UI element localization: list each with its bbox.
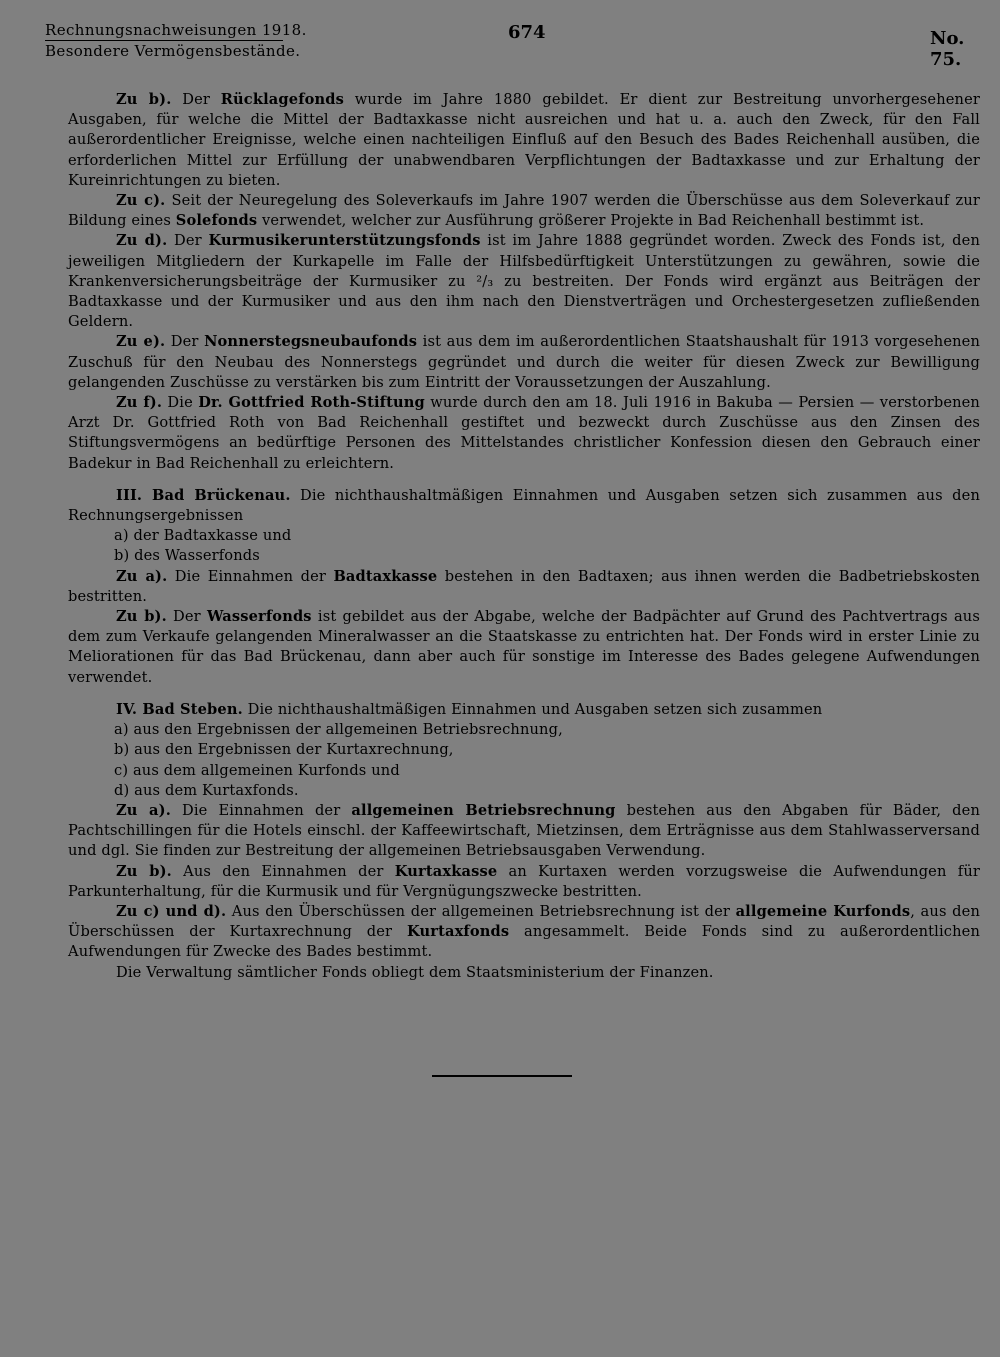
keyword: Dr. Gottfried Roth-Stiftung [198,394,425,412]
paragraph-lead: Zu c). [116,192,166,210]
paragraph-zu-f [68,393,980,474]
paragraph-zu-d [68,231,980,332]
keyword: Rücklagefonds [220,91,344,108]
paragraph-text: ist im Jahre 1888 gegründet worden. Zweck des Fonds ist, den jeweiligen Mitgliedern der Kurkapelle im Falle der Hilfsbedürftigkeit Unterstützungen zu gewähren, sowie die Krankenversicherungsbeiträge der Kurmusiker zu ²/₃ zu bestreiten. Der Fonds wird ergänzt aus Beiträgen der Badtaxkasse und der Kurmusiker und aus den ihm nach den Dienstverträgen und Orchestergesetzen zufließenden Geldern. [68,232,981,331]
paragraph-text: Die [162,394,199,412]
keyword: Kurtaxfonds [406,923,510,941]
paragraph-zu-b [68,90,980,191]
paragraph-text: wurde durch den am 18. Juli 1916 in Bakuba — Persien — verstorbenen Arzt Dr. Gottfried Roth von Bad Reichenhall gestiftet und bezweckt durch Zuschüsse aus den Zinsen des Stiftungsvermögens an bedürftige Personen des Mittelstandes christlicher Konfession diesen den Gebrauch einer Badekur in Bad Reichenhall zu erleichtern. [68,394,980,472]
paragraph-text: Aus den Überschüssen der allgemeinen Betriebsrechnung ist der [226,902,736,920]
keyword: allgemeinen Betriebsrechnung [351,801,616,819]
paragraph-text: Der [165,333,205,351]
paragraph-text: angesammelt. Beide Fonds sind zu außerordentlichen Aufwendungen für Zwecke des Bades bestimmt. [68,923,981,961]
list-item: a) aus den Ergebnissen der allgemeinen Betriebsrechnung, [114,721,563,739]
paragraph-lead: Zu f). [116,394,163,412]
paragraph-text: bestehen in den Badtaxen; aus ihnen werden die Badbetriebskosten bestritten. [68,567,980,605]
list-item: b) aus den Ergebnissen der Kurtaxrechnung, [114,741,454,759]
paragraph-text: bestehen aus den Abgaben für Bäder, den Pachtschillingen für die Hotels einschl. der Kaffeewirtschaft, Mietzinsen, dem Erträgnisse aus dem Stahlwasserversand und dgl. Sie finden zur Bestreitung der allgemeinen Betriebsausgaben Verwendung. [68,801,980,860]
keyword: Nonnerstegsneubaufonds [204,333,418,351]
paragraph-text: an Kurtaxen werden vorzugsweise die Aufwendungen für Parkunterhaltung, für die Kurmusik und für Vergnügungszwecke bestritten. [68,862,981,900]
keyword: Wasserfonds [207,608,312,626]
header-title: Rechnungsnachweisungen 1918. [45,21,307,39]
section-heading: IV. Bad Steben. [116,700,243,718]
list-item: a) der Badtaxkasse und [114,527,292,545]
section-heading: III. Bad Brückenau. [116,486,291,504]
paragraph-text: Die nichthaushaltmäßigen Einnahmen und Ausgaben setzen sich zusammen [242,700,823,718]
header-subtitle: Besondere Vermögensbestände. [45,42,301,60]
paragraph-lead: Zu a). [116,567,168,585]
paragraph-zu-c [68,191,980,231]
paragraph-text: Aus den Einnahmen der [171,862,395,880]
keyword: allgemeine Kurfonds [735,902,911,920]
paragraph-steben-zu-a [68,801,980,862]
end-rule [432,1075,572,1077]
list-item: b) des Wasserfonds [114,547,260,565]
list-item: d) aus dem Kurtaxfonds. [114,781,299,799]
paragraph-lead: Zu b). [116,91,172,108]
keyword: Kurtaxkasse [394,862,498,880]
paragraph-text: wurde im Jahre 1880 gebildet. Er dient zur Bestreitung unvorhergesehener Ausgaben, für welche die Mittel der Badtaxkasse nicht ausreichen und hat u. a. auch den Zweck, für den Fall außerordentlicher Ereignisse, welche einen nachteiligen Einfluß auf den Besuch des Bades Reichenhall ausüben, die erforderlichen Mittel zur Erfüllung der unabwendbaren Verpflichtungen der Badtaxkasse und zur Erhaltung der Kureinrichtungen zu bieten. [68,91,981,189]
running-header [45,20,305,62]
section-bad-steben [68,700,980,720]
paragraph-lead: Zu b). [116,862,172,880]
paragraph-lead: Zu c) und d). [116,902,227,920]
paragraph-steben-zu-cd [68,902,980,963]
keyword: Badtaxkasse [333,567,438,585]
paragraph-text: ist gebildet aus der Abgabe, welche der Badpächter auf Grund des Pachtvertrags aus dem zum Verkaufe gelangenden Mineralwasser an die Staatskasse zu entrichten hat. Der Fonds wird in erster Linie zu Meliorationen für das Bad Brückenau, dann aber auch für sonstige im Interesse des Bades gelegene Aufwendungen verwendet. [68,608,980,686]
paragraph-text: Seit der Neuregelung des Soleverkaufs im Jahre 1907 werden die Überschüsse aus dem Soleverkauf zur Bildung eines [68,192,980,230]
paragraph-steben-zu-b [68,862,980,902]
list-item: c) aus dem allgemeinen Kurfonds und [114,761,400,779]
paragraph-zu-e [68,332,980,393]
paragraph-text: Der [167,232,209,250]
document-body [68,90,980,983]
header-rule [45,40,283,41]
paragraph-text: Der [171,91,221,108]
keyword: Solefonds [175,212,258,230]
page-number: 674 [508,22,546,43]
paragraph-text: Der [166,608,207,626]
document-number: No. 75. [930,28,965,70]
paragraph-text: Die Einnahmen der [167,567,334,585]
paragraph-lead: Zu e). [116,333,166,351]
paragraph-text: Die nichthaushaltmäßigen Einnahmen und Ausgaben setzen sich zusammen aus den Rechnungsergebnissen [68,486,980,525]
paragraph-lead: Zu d). [116,232,168,250]
paragraph-brueckenau-zu-b [68,607,980,688]
paragraph-text: Die Einnahmen der [170,801,352,819]
closing-paragraph: Die Verwaltung sämtlicher Fonds obliegt dem Staatsministerium der Finanzen. [116,963,714,981]
paragraph-lead: Zu a). [116,801,171,819]
paragraph-text: ist aus dem im außerordentlichen Staatshaushalt für 1913 vorgesehenen Zuschuß für den Neubau des Nonnerstegs gegründet und durch die weiter für diesen Zweck zur Bewilligung gelangenden Zuschüsse zu verstärken bis zum Eintritt der Voraussetzungen der Auszahlung. [68,333,981,391]
section-bad-brueckenau [68,486,980,526]
paragraph-lead: Zu b). [116,608,167,626]
keyword: Kurmusikerunterstützungsfonds [208,232,481,250]
paragraph-brueckenau-zu-a [68,567,980,607]
paragraph-text: , aus den Überschüssen der Kurtaxrechnung der [68,902,980,941]
paragraph-text: verwendet, welcher zur Ausführung größerer Projekte in Bad Reichenhall bestimmt ist. [257,212,925,230]
